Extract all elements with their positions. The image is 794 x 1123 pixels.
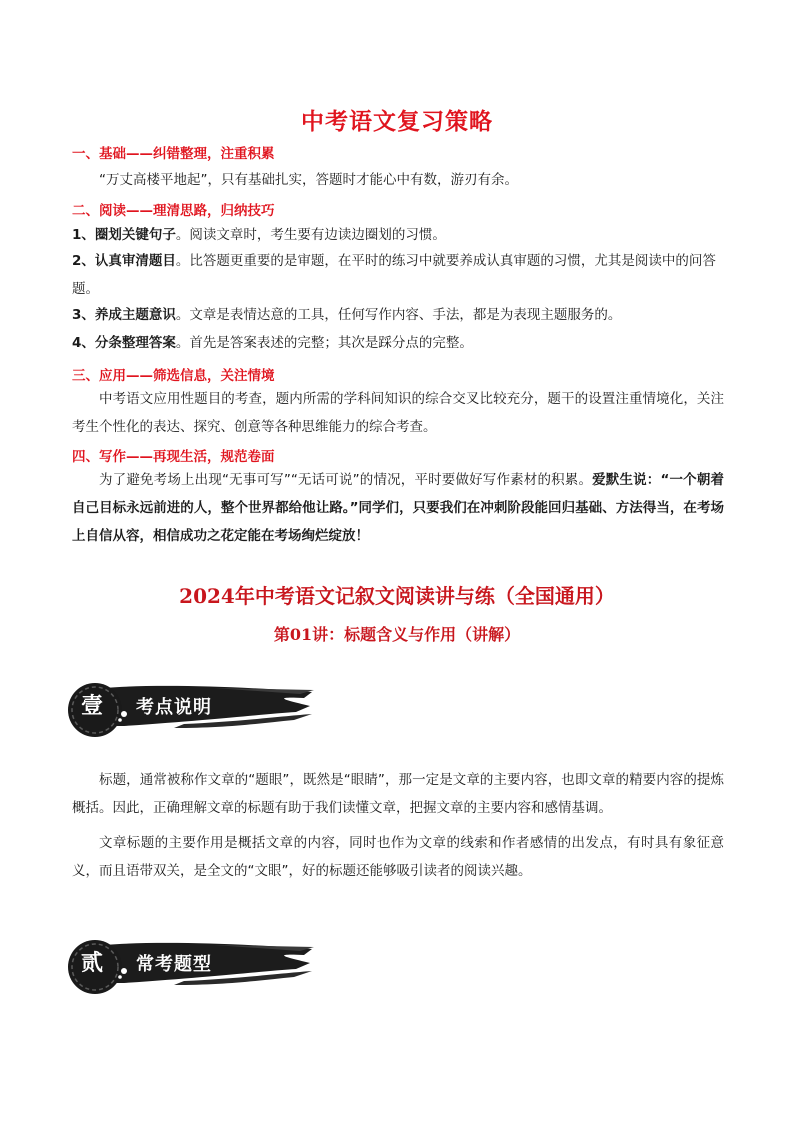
reading-item-2-key: 2、认真审清题目 [72,253,176,269]
banner-changkao [64,933,314,997]
reading-item-4-text: 。首先是答案表述的完整；其次是踩分点的完整。 [175,335,473,351]
reading-item-3-text: 。文章是表情达意的工具，任何写作内容、手法，都是为表现主题服务的。 [175,307,622,323]
reading-item-1 [72,221,724,249]
main-title: 中考语文复习策略 [301,109,493,135]
explain-paragraph-1: 标题，通常被称作文章的“题眼”，既然是“眼睛”，那一定是文章的主要内容，也即文章的精要内容的提炼概括。因此，正确理解文章的标题有助于我们读懂文章，把握文章的主要内容和感情基调。 [72,772,724,816]
reading-item-1-text: 。阅读文章时，考生要有边读边圈划的习惯。 [175,227,446,243]
reading-item-4 [72,329,724,357]
lesson-series-title: 2024年中考语文记叙文阅读讲与练（全国通用） [179,584,615,608]
section-heading-1: 一、基础——纠错整理，注重积累 [72,146,275,162]
banner-kaodian [64,676,314,740]
section-heading-3: 三、应用——筛选信息，关注情境 [72,368,275,384]
reading-item-2 [72,247,724,303]
explain-paragraph-2: 文章标题的主要作用是概括文章的内容，同时也作为文章的线索和作者感情的出发点，有时具有象征意义，而且语带双关，是全文的“文眼”，好的标题还能够吸引读者的阅读兴趣。 [72,835,724,879]
section-heading-4: 四、写作——再现生活，规范卷面 [72,449,275,465]
reading-item-4-key: 4、分条整理答案 [72,335,176,351]
reading-item-3 [72,301,724,329]
banner-kaodian-number: 壹 [80,693,103,719]
section1-text: “万丈高楼平地起”，只有基础扎实，答题时才能心中有数，游刃有余。 [99,172,518,188]
section3-text: 中考语文应用性题目的考查，题内所需的学科间知识的综合交叉比较充分，题干的设置注重情境化，关注考生个性化的表达、探究、创意等各种思维能力的综合考查。 [72,391,724,435]
section-heading-2: 二、阅读——理清思路，归纳技巧 [72,203,275,219]
reading-item-3-key: 3、养成主题意识 [72,307,176,323]
section4-text-bold: 爱默生说：“一个朝着自己目标永远前进的人，整个世界都给他让路。”同学们，只要我们在冲刺阶段能回归基础、方法得当，在考场上自信从容，相信成功之花定能在考场绚烂绽放！ [72,472,724,544]
reading-item-2-text: 。比答题更重要的是审题，在平时的练习中就要养成认真审题的习惯，尤其是阅读中的问答题。 [72,253,716,297]
section4-text [72,466,724,550]
banner-kaodian-label: 考点说明 [136,697,212,718]
banner-changkao-label: 常考题型 [136,954,212,975]
section4-text-normal: 为了避免考场上出现“无事可写”“无话可说”的情况，平时要做好写作素材的积累。 [99,472,593,488]
banner-changkao-number: 贰 [80,950,103,976]
reading-item-1-key: 1、圈划关键句子 [72,227,176,243]
lesson-subtitle: 第01讲：标题含义与作用（讲解） [273,625,521,644]
